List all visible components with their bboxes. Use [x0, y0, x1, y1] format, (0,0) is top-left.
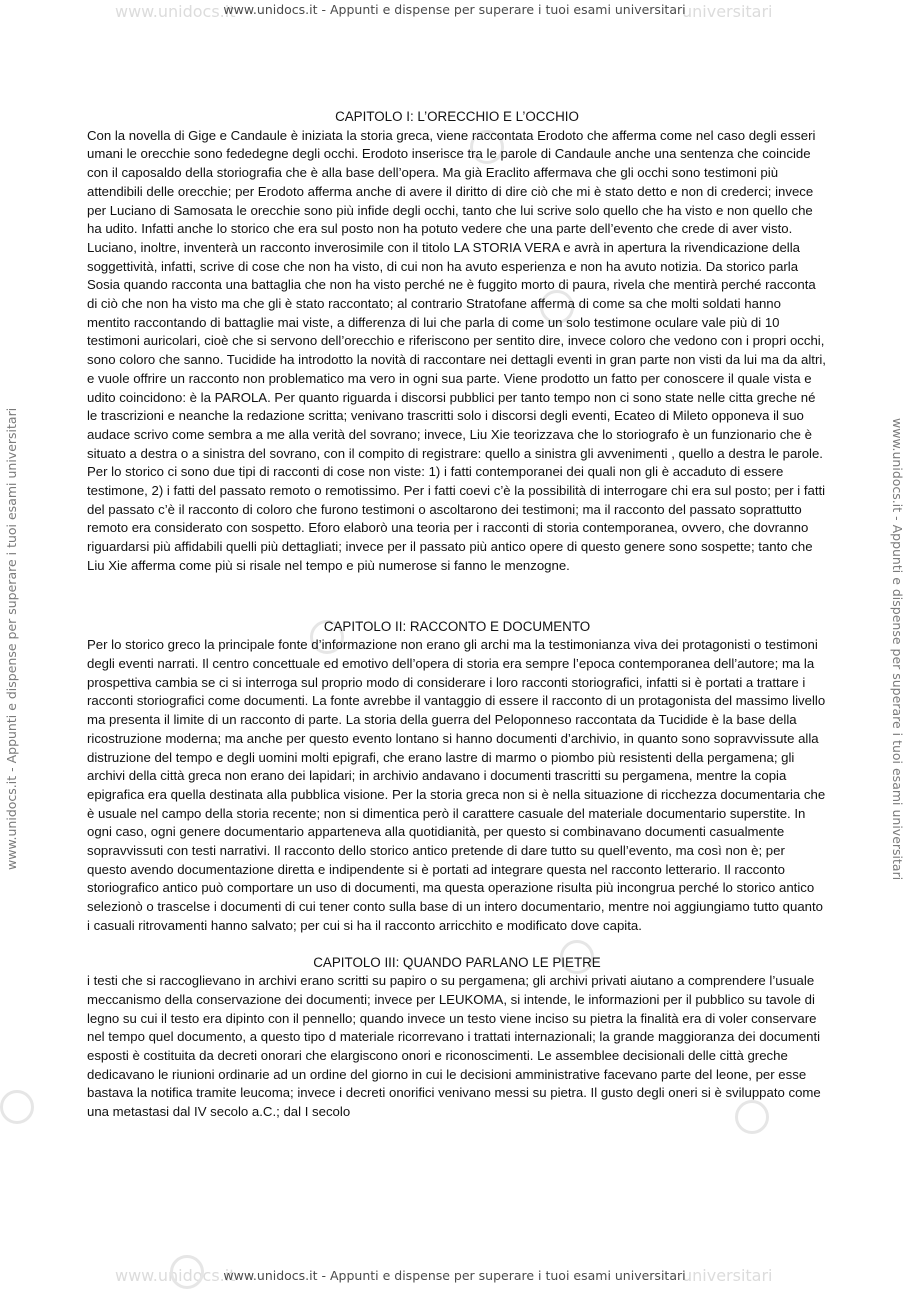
site-banner-right[interactable]: www.unidocs.it - Appunti e dispense per superare i tuoi esami universitari [890, 418, 905, 881]
section-spacer [87, 936, 827, 954]
chapter-3-title: CAPITOLO III: QUANDO PARLANO LE PIETRE [313, 954, 601, 970]
site-banner-top[interactable]: www.unidocs.it - Appunti e dispense per superare i tuoi esami universitari [223, 2, 686, 17]
chapter-1-title: CAPITOLO I: L’ORECCHIO E L’OCCHIO [335, 109, 579, 124]
chapter-2-text: Per lo storico greco la principale fonte d’informazione non erano gli archi ma la testimonianza viva dei protagonisti o testimoni degli eventi narrati. Il centro concettuale ed emotivo dell’opera di storia era sempre l’epoca contemporanea dell’autore; ma la prospettiva cambia se ci si interroga sul proprio modo di considerare i loro racconti storiografici, infatti si è portati a trattare i racconti storiografici come documenti. La fonte avrebbe il vantaggio di essere il racconto di un protagonista del massimo livello ma presenta il limite di un racconto di parte. La storia della guerra del Peloponneso raccontata da Tucidide è la base della ricostruzione moderna; ma anche per questo evento lontano si hanno documenti d’archivio, in quanto sono sopravvissute alla distruzione del tempo e degli uomini molti epigrafi, che erano lastre di marmo o piombo più resistenti della pergamena; gli archivi della città greca non erano dei lapidari; in archivio andavano i documenti trascritti su pergamena, mentre la copia epigrafica era quella destinata alla pubblica visione. Per la storia greca non si è nella situazione di ricchezza documentaria che è usuale nel campo della storia recente; non si dimentica però il carattere casuale del materiale documentario superstite. In ogni caso, ogni genere documentario apparteneva alla quotidianità, per questo si combinavano documenti casualmente sopravvissuti con testi narrativi. Il racconto dello storico antico pretende di dare tutto su quell’evento, ma così non è; per questo avendo documentazione diretta e indipendente si è portati ad integrare questa nel racconto letterario. Il racconto storiografico antico può comportare un uso di documenti, ma questa operazione risulta più incongrua perché lo storico antico selezionò o trascelse i documenti di cui tener conto sulla base di un intero documentario, mentre noi aggiungiamo tutto quanto i casuali ritrovamenti hanno salvato; per cui si ha il racconto arricchito e modificato dove capita. [87, 637, 826, 933]
watermark-ghost-top-left: www.unidocs.it [115, 2, 236, 21]
site-banner-left[interactable]: www.unidocs.it - Appunti e dispense per superare i tuoi esami universitari [4, 407, 19, 870]
watermark-ghost-top-right: universitari [682, 2, 773, 21]
section-spacer [87, 576, 827, 618]
watermark-ghost-bottom-left: www.unidocs.it [115, 1266, 236, 1285]
site-banner-bottom[interactable]: www.unidocs.it - Appunti e dispense per superare i tuoi esami universitari [223, 1268, 686, 1283]
document-body [87, 108, 827, 1122]
watermark-ghost-bottom-right: universitari [682, 1266, 773, 1285]
chapter-1-text: Con la novella di Gige e Candaule è iniziata la storia greca, viene raccontata Erodoto che afferma come nel caso degli esseri umani le orecchie sono fededegne degli occhi. Erodoto inserisce tra le parole di Candaule anche una sentenza che coincide con il caposaldo della storiografia che è alla base dell’opera. Ma già Eraclito affermava che gli occhi sono testimoni più attendibili delle orecchie; per Erodoto afferma anche di avere il diritto di dire ciò che mi è stato detto e non di crederci; invece per Luciano di Samosata le orecchie sono più infide degli occhi, tanto che lui scrive solo quello che ha visto e non quello che ha udito. Infatti anche lo storico che era sul posto non ha potuto vedere che una parte dell’evento che crede di aver visto. Luciano, inoltre, inventerà un racconto inverosimile con il titolo LA STORIA VERA e avrà in apertura la rivendicazione della soggettività, infatti, scrive di cose che non ha visto, di cui non ha avuto esperienza e non ha avuto notizia. Da storico parla Sosia quando racconta una battaglia che non ha visto perché ne è fuggito morto di paura, rivela che mentirà perché racconta di ciò che non ha visto ma che gli è stato raccontato; al contrario Stratofane afferma di come sa che molti soldati hanno mentito raccontando di battaglie mai viste, a differenza di lui che parla di come un solo testimone oculare vale più di 10 testimoni auricolari, cioè che si servono dell’orecchio e riferiscono per sentito dire, invece coloro che vedono con i propri occhi, sono coloro che sanno. Tucidide ha introdotto la novità di raccontare nei dettagli eventi in gran parte non visti da lui ma da altri, e vuole offrire un racconto non problematico ma vero in ogni sua parte. Viene prodotto un fatto per conoscere il quale vista e udito coincidono: è la PAROLA. Per quanto riguarda i discorsi pubblici per tanto tempo non ci sono state nelle citta greche né le trascrizioni e neanche la redazione scritta; venivano trascritti solo i discorsi degli eventi, Ecateo di Mileto opponeva il suo audace scrivo come sembra a me alla verità del sovrano; invece, Liu Xie teorizzava che lo storiografo è un funzionario che è situato a destra o a sinistra del sovrano, con il compito di registrare: quello a sinistra gli avvenimenti , quello a destra le parole. Per lo storico ci sono due tipi di racconti di cose non viste: 1) i fatti contemporanei dei quali non gli è accaduto di essere testimone, 2) i fatti del passato remoto o remotissimo. Per i fatti coevi c’è la possibilità di interrogare chi era sul posto; per i fatti del passato c’è il racconto di coloro che furono testimoni o ascoltarono dei testimoni; ma il racconto del passato soprattutto remoto era considerato con sospetto. Eforo elaborò una teoria per i racconti di storia contemporanea, ovvero, che dovranno riguardarsi più affidabili quelli più dettagliati; invece per il passato più antico opere di questo genere sono sospette; tanto che Liu Xie afferma come più si risale nel tempo e più numerose si fanno le menzogne. [87, 127, 826, 573]
chapter-2-title: CAPITOLO II: RACCONTO E DOCUMENTO [323, 618, 591, 634]
chapter-3-text: i testi che si raccoglievano in archivi erano scritti su papiro o su pergamena; gli archivi privati aiutano a comprendere l’usuale meccanismo della conservazione dei documenti; invece per LEUKOMA, si intende, le informazioni per il pubblico su tavole di legno su cui il testo era dipinto con il pennello; quando invece un testo viene inciso su pietra la finalità era di voler conservare nel tempo quel documento, a questo tipo d materiale ricorrevano i trattati internazionali; la grande maggioranza dei documenti esposti è costituita da decreti onorari che elargiscono onori e riconoscimenti. Le assemblee decisionali delle città greche dedicavano le riunioni ordinarie ad un ordine del giorno in cui le decisioni amministrative facevano parte del leone, per esse bastava la notifica tramite leucoma; invece i decreti onorifici venivano messi su pietra. Il gusto degli oneri si è sviluppato come una metastasi dal IV secolo a.C.; dal I secolo [87, 973, 821, 1120]
watermark-logo-icon [0, 1090, 34, 1124]
